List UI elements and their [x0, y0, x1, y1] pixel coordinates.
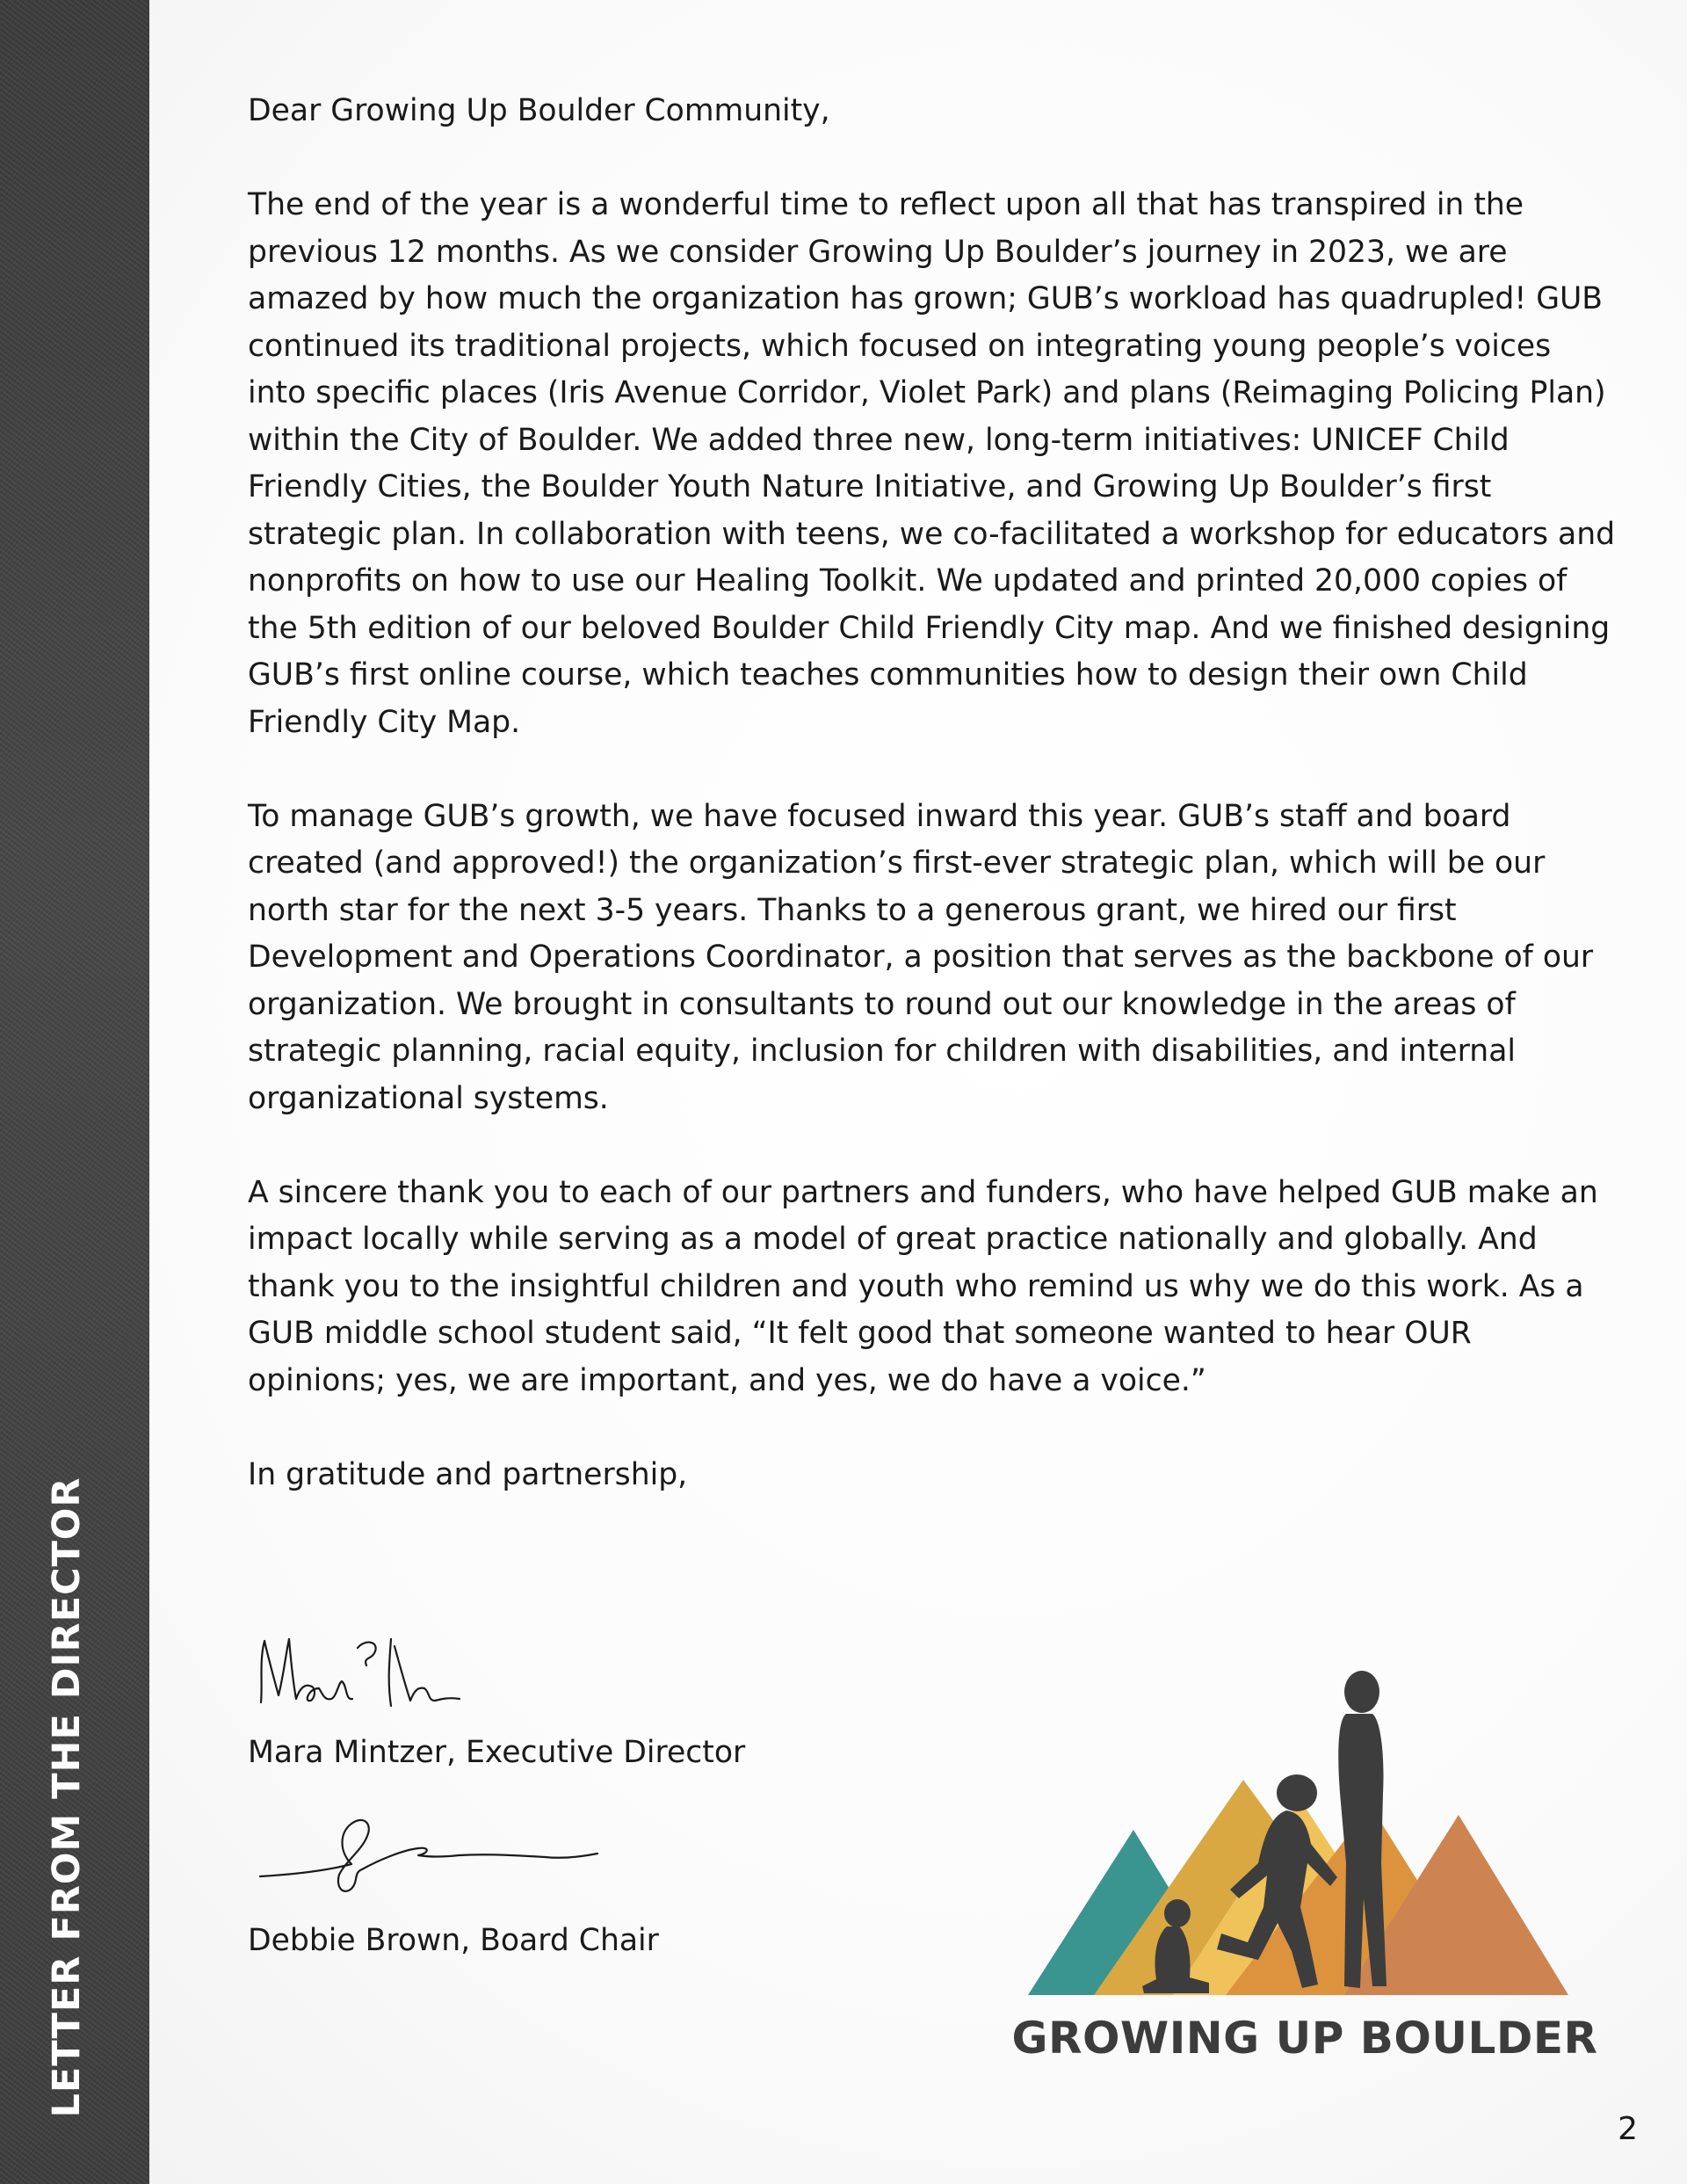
sidebar-band — [0, 0, 149, 2184]
letter-body — [248, 88, 1618, 1498]
logo-wordmark: GROWING UP BOULDER — [1011, 2013, 1598, 2064]
signer-debbie: Debbie Brown, Board Chair — [248, 1923, 659, 1958]
signature-debbie — [255, 1806, 606, 1903]
growing-up-boulder-logo — [1028, 1643, 1582, 1995]
salutation: Dear Growing Up Boulder Community, — [248, 93, 830, 128]
signature-mara — [250, 1630, 470, 1714]
signer-mara: Mara Mintzer, Executive Director — [248, 1735, 746, 1770]
sidebar-title: LETTER FROM THE DIRECTOR — [45, 1477, 89, 2118]
page-number: 2 — [1618, 2111, 1638, 2147]
paragraph-1: The end of the year is a wonderful time to reflect upon all that has transpired in the previous 12 months. As we consider Growing Up Boulder’s journey in 2023, we are amazed by how much the organization has grown; GUB’s workload has quadrupled! GUB continued its traditional projects, which focused on integrating young people’s voices into specific places (Iris Avenue Corridor, Violet Park) and plans (Reimaging Policing Plan) within the City of Boulder. We added three new, long-term initiatives: UNICEF Child Friendly Cities, the Boulder Youth Nature Initiative, and Growing Up Boulder’s first strategic plan. In collaboration with teens, we co-facilitated a workshop for educators and nonprofits on how to use our Healing Toolkit. We updated and printed 20,000 copies of the 5th edition of our beloved Boulder Child Friendly City map. And we finished designing GUB’s first online course, which teaches communities how to design their own Child Friendly City Map. — [248, 187, 1616, 740]
closing: In gratitude and partnership, — [248, 1456, 688, 1492]
paragraph-3: A sincere thank you to each of our partners and funders, who have helped GUB make an impact locally while serving as a model of great practice nationally and globally. And thank you to the insightful children and youth who remind us why we do this work. As a GUB middle school student said, “It felt good that someone wanted to hear OUR opinions; yes, we are important, and yes, we do have a voice.” — [248, 1174, 1598, 1398]
paragraph-2: To manage GUB’s growth, we have focused inward this year. GUB’s staff and board created (and approved!) the organization’s first-ever strategic plan, which will be our north star for the next 3-5 years. Thanks to a generous grant, we hired our first Development and Operations Coordinator, a position that serves as the backbone of our organization. We brought in consultants to round out our knowledge in the areas of strategic planning, racial equity, inclusion for children with disabilities, and internal organizational systems. — [248, 798, 1594, 1116]
